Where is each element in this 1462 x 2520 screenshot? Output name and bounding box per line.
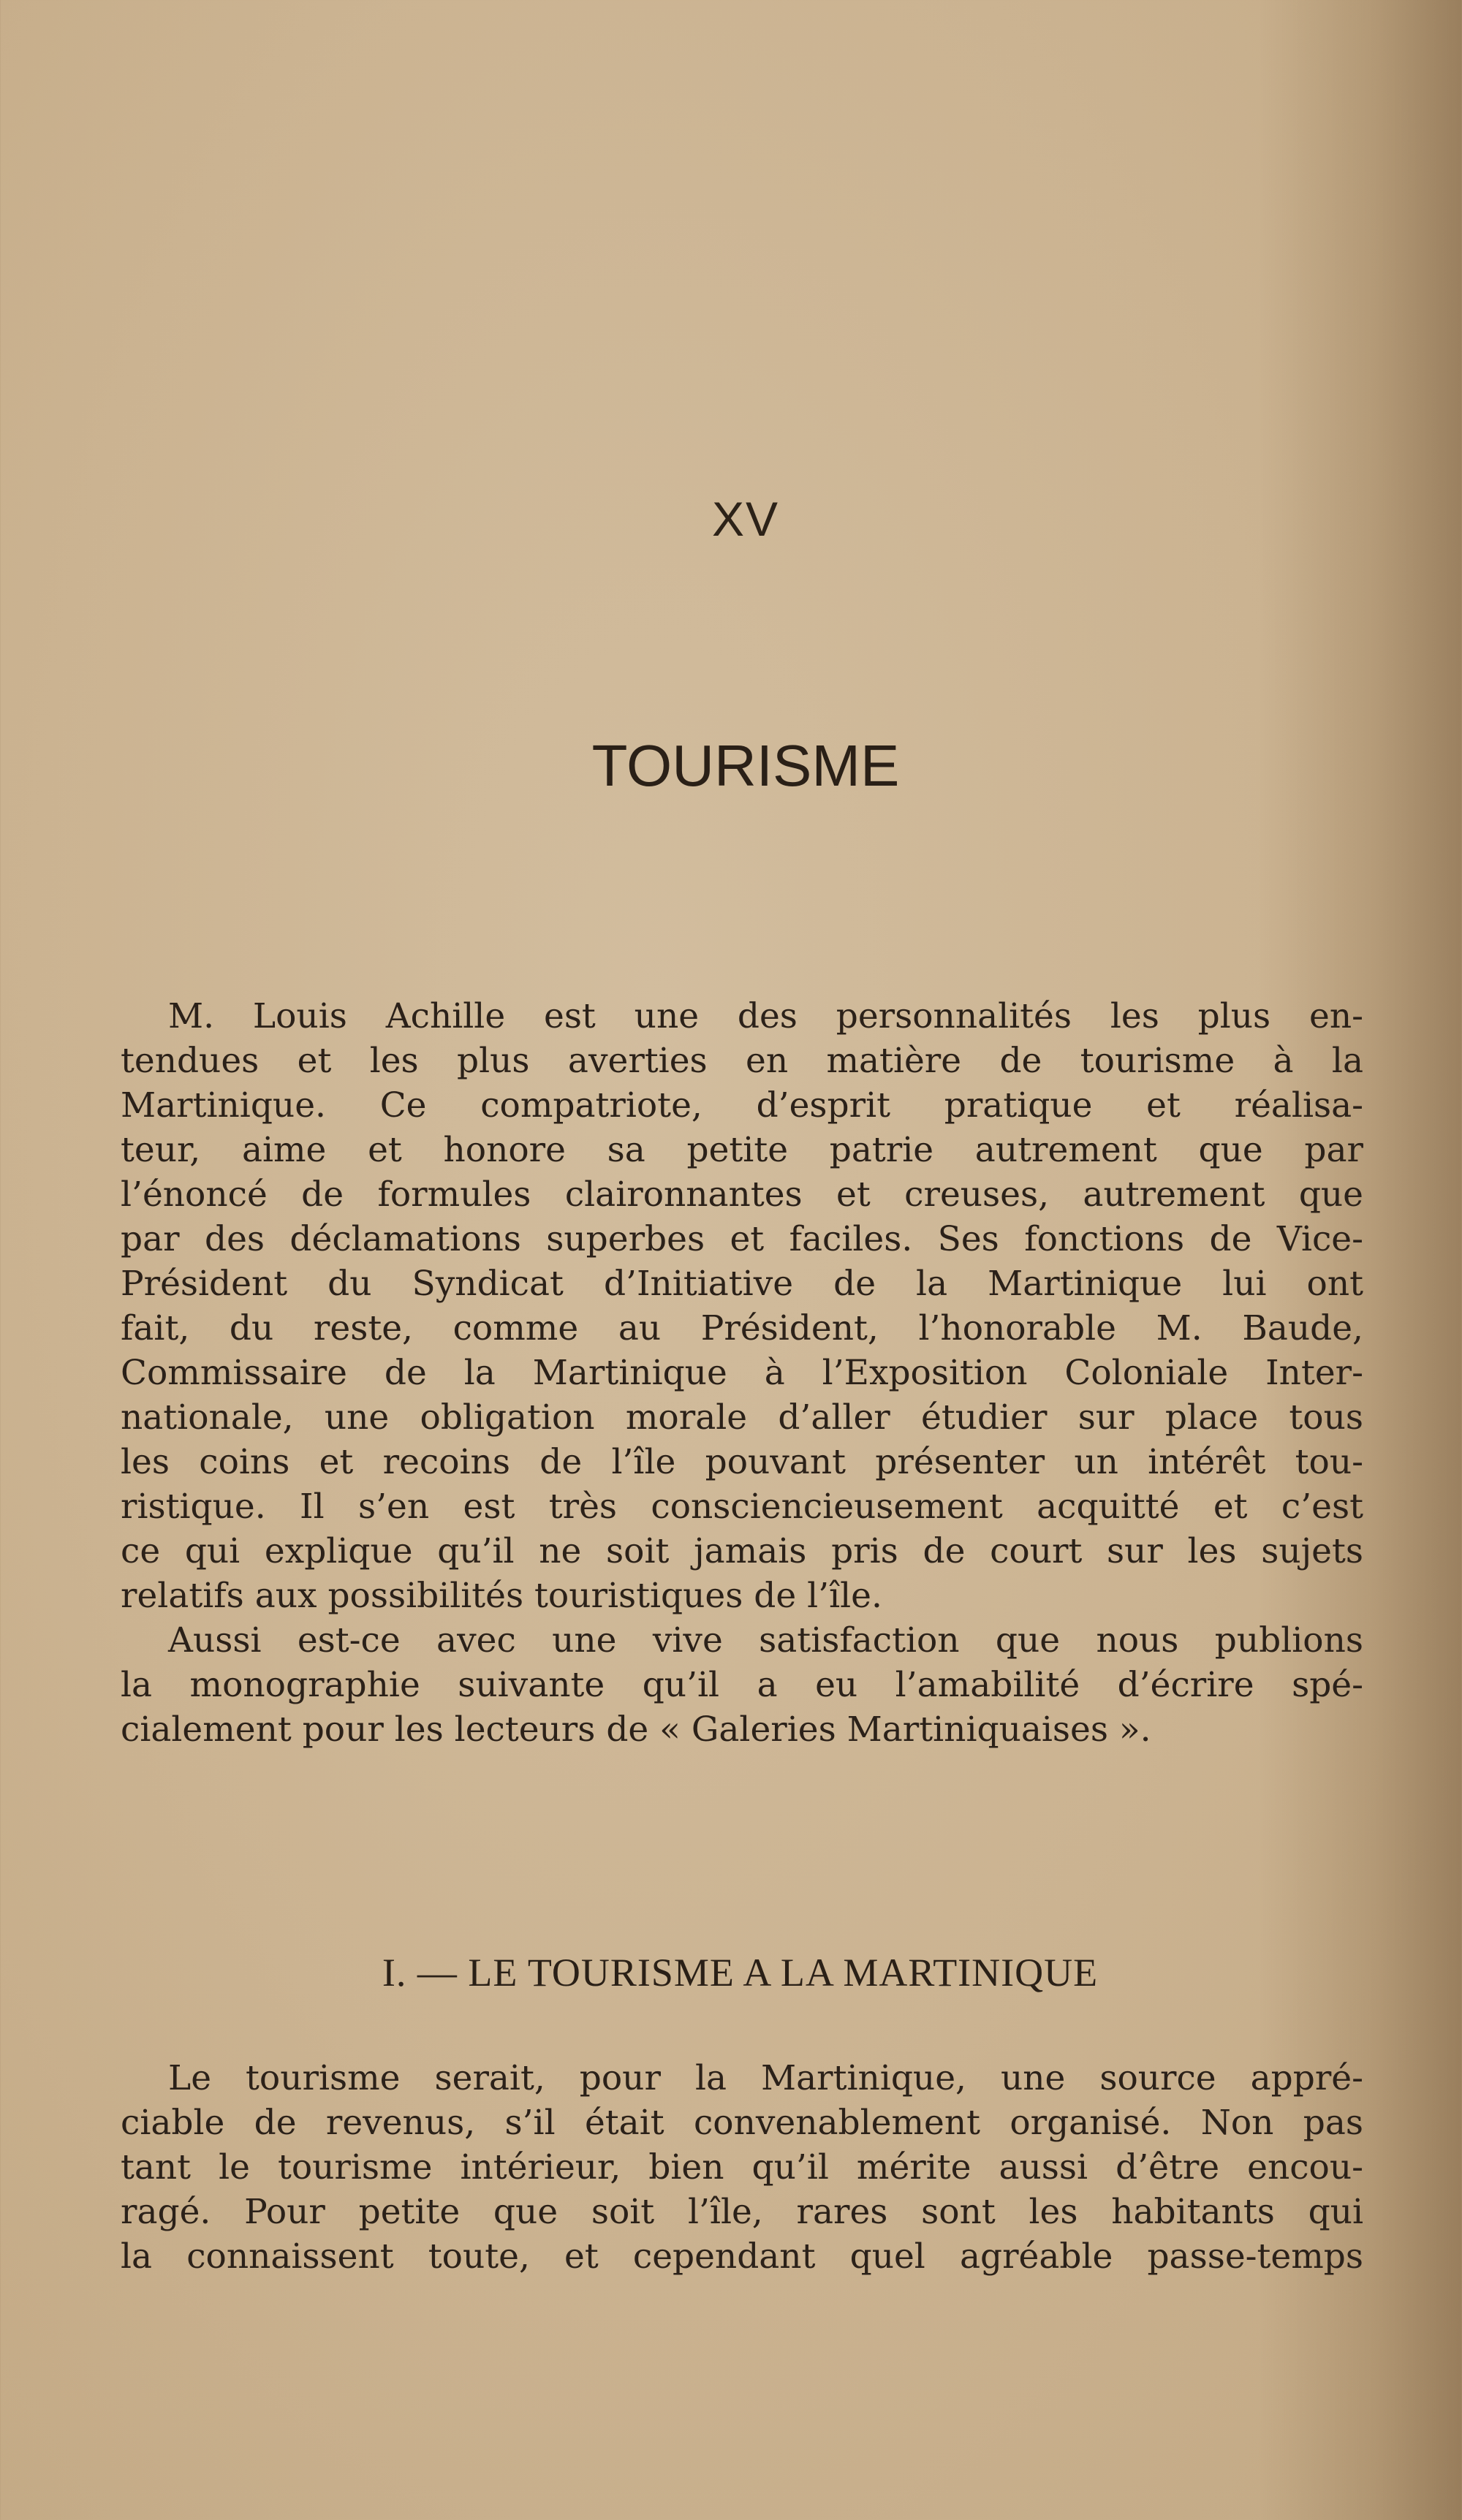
text-line: ristique. Il s’en est très consciencieusement acquitté et c’est — [121, 1487, 1363, 1527]
text-line: tant le tourisme intérieur, bien qu’il mérite aussi d’être encou- — [121, 2147, 1363, 2187]
text-line: ragé. Pour petite que soit l’île, rares sont les habitants qui — [121, 2192, 1363, 2232]
text-line: l’énoncé de formules claironnantes et creuses, autrement que — [121, 1174, 1363, 1215]
text-line: relatifs aux possibilités touristiques de l’île. — [121, 1576, 882, 1616]
text-line: la connaissent toute, et cependant quel agréable passe-temps — [121, 2236, 1363, 2277]
text-line: Martinique. Ce compatriote, d’esprit pratique et réalisa- — [121, 1085, 1363, 1126]
section-paragraph — [121, 2056, 1363, 2279]
text-line: M. Louis Achille est une des personnalités les plus en- — [168, 996, 1363, 1036]
text-line: Président du Syndicat d’Initiative de la Martinique lui ont — [121, 1264, 1363, 1304]
text-line: nationale, une obligation morale d’aller étudier sur place tous — [121, 1397, 1363, 1438]
text-line: teur, aime et honore sa petite patrie autrement que par — [121, 1130, 1363, 1170]
text-line: la monographie suivante qu’il a eu l’amabilité d’écrire spé- — [121, 1665, 1363, 1705]
section-heading: I. — LE TOURISME A LA MARTINIQUE — [382, 1951, 1099, 1995]
intro-paragraphs — [121, 994, 1363, 1752]
chapter-title: TOURISME — [591, 733, 900, 798]
text-line: ciable de revenus, s’il était convenablement organisé. Non pas — [121, 2103, 1363, 2143]
chapter-number: XV — [711, 492, 780, 546]
text-line: Commissaire de la Martinique à l’Exposition Coloniale Inter- — [121, 1353, 1363, 1393]
text-line: par des déclamations superbes et faciles. Ses fonctions de Vice- — [121, 1219, 1363, 1259]
text-line: fait, du reste, comme au Président, l’honorable M. Baude, — [121, 1308, 1363, 1348]
text-line: Le tourisme serait, pour la Martinique, une source appré- — [168, 2058, 1363, 2098]
text-line: Aussi est-ce avec une vive satisfaction que nous publions — [168, 1620, 1363, 1661]
text-line: les coins et recoins de l’île pouvant présenter un intérêt tou- — [121, 1442, 1363, 1482]
text-line: ce qui explique qu’il ne soit jamais pris de court sur les sujets — [121, 1531, 1363, 1571]
text-line: cialement pour les lecteurs de « Galeries Martiniquaises ». — [121, 1709, 1151, 1750]
text-line: tendues et les plus averties en matière de tourisme à la — [121, 1041, 1363, 1081]
